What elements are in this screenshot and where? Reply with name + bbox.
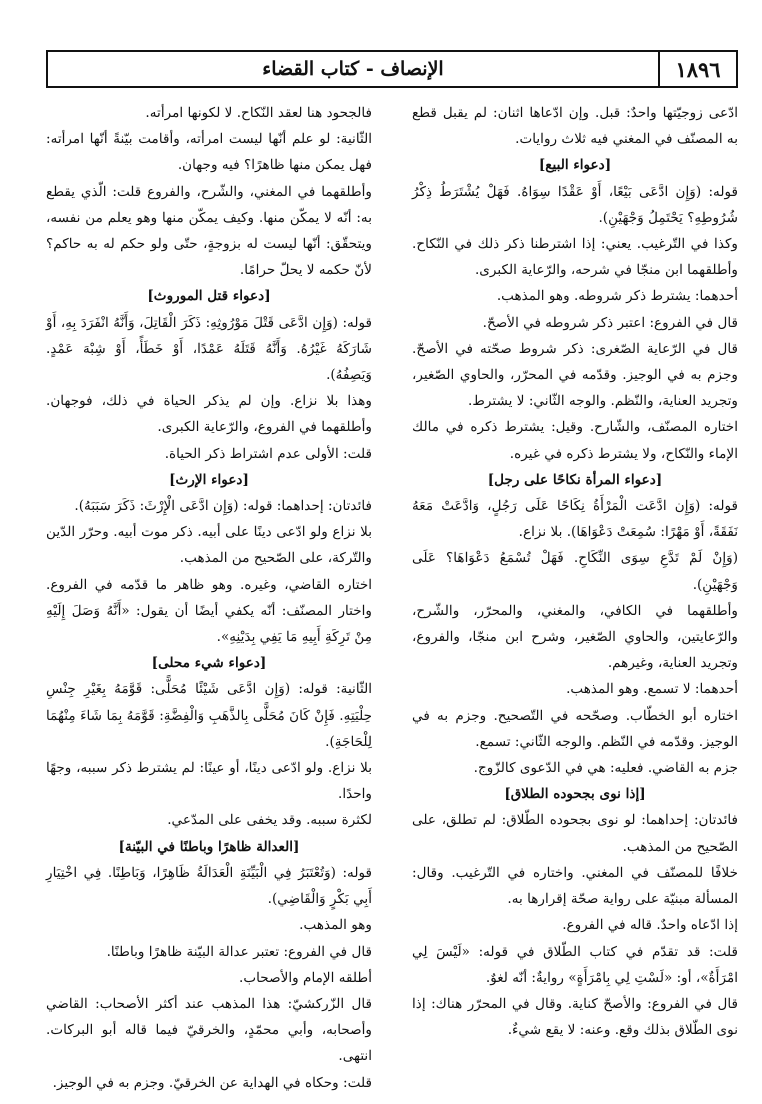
section-heading: [دعواء الإرث] [169,471,249,488]
paragraph: قوله: (وَإِن ادَّعَى قَتْلَ مَوْرُوثِهِ: ذَكَرَ الْقَاتِلَ، وَأَنَّهُ انْفَرَدَ بِهِ، أَوْ شَارَكَهُ غَيْرُهُ. وَأَنَّهُ قَتَلَهُ عَمْدًا، أَوْ خَطَأً، أَوْ شِبْهَ عَمْدٍ. وَيَصِفُهُ). [46,314,372,384]
paragraph: اختاره القاضي، وغيره. وهو ظاهر ما قدّمه في الفروع. واختار المصنّف: أنّه يكفي أيضًا أن يقول: «أَنَّهُ وَصَلَ إِلَيْهِ مِنْ تَرِكَةِ أَبِيهِ مَا يَفِي بِدَيْنِهِ». [46,576,372,646]
right-column [412,100,738,1043]
paragraph: خلافًا للمصنّف في المغني. واختاره في التّرغيب. وقال: المسألة مبنيّة على رواية صحّة إقرارها به. [412,864,738,908]
paragraph: قلت: وحكاه في الهداية عن الخرقيّ. وجزم به في الوجيز. [52,1074,372,1091]
page-number: ١٨٩٦ [658,52,736,86]
paragraph: أحدهما: يشترط ذكر شروطه. وهو المذهب. [496,288,738,305]
paragraph: قوله: (وَإِن ادَّعَت الْمَرْأَةُ نِكَاحًا عَلَى رَجُلٍ، وَادَّعَتْ مَعَهُ نَفَقَةً، أَوْ مَهْرًا: سُمِعَتْ دَعْوَاهَا). بلا نزاع. [412,498,738,541]
page-header [46,50,738,88]
paragraph: قوله: (وَتُعْتَبَرُ فِي الْبَيِّنَةِ الْعَدَالَةُ ظَاهِرًا، وَبَاطِنًا. فِي اخْتِيَارِ أَبِي بَكْرٍ وَالْقَاضِي). [46,864,372,908]
paragraph: الثّانية: قوله: (وَإِن ادَّعَى شَيْئًا مُحَلًّى: قَوَّمَهُ بِغَيْرِ جِنْسِ حِلْيَتِهِ. فَإِنْ كَانَ مُحَلًّى بِالذَّهَبِ وَالْفِضَّةِ: قَوَّمَهُ بِمَا شَاءَ مِنْهُمَا لِلْحَاجَةِ). [46,681,372,750]
paragraph: قال في الرّعاية الصّغرى: ذكر شروط صحّته في الأصحّ. وجزم به في الوجيز. وقدّمه في المحرّر، والحاوي الصّغير، وتجريد العناية، والنّظم. والوجه الثّاني: لا يشترط. [412,340,738,410]
paragraph: إذا ادّعاه واحدٌ. قاله في الفروع. [562,917,738,934]
section-heading: [دعواء شيء محلى] [151,655,267,672]
section-heading: [دعواء المرأة نكاحًا على رجل] [487,471,663,488]
paragraph: اختاره أبو الخطّاب. وصحّحه في التّصحيح. وجزم به في الوجيز. وقدّمه في النّظم. والوجه الثّاني: تسمع. [412,707,738,750]
paragraph: ادّعى زوجيّتها واحدٌ: قبل. وإن ادّعاها اثنان: لم يقبل قطع به المصنّف في المغني فيه ثلاث روايات. [412,105,738,148]
paragraph: وهو المذهب. [299,917,372,934]
paragraph: جزم به القاضي. فعليه: هي في الدّعوى كالزّوج. [473,760,738,777]
paragraph: وكذا في التّرغيب. يعني: إذا اشترطنا ذكر ذلك في النّكاح. وأطلقهما ابن منجّا في شرحه، والرّعاية الكبرى. [412,236,738,279]
paragraph: قال في الفروع: والأصحّ كناية. وقال في المحرّر هناك: إذا نوى الطّلاق بذلك وقع. وعنه: لا يقع شيءٌ. [412,995,738,1039]
section-heading: [العدالة ظاهرًا وباطنًا في البيّنة] [118,838,300,855]
section-heading: [دعواء قتل الموروث] [147,288,271,305]
section-heading: [إذا نوى بجحوده الطلاق] [504,786,646,803]
paragraph: فائدتان: إحداهما: لو نوى بجحوده الطّلاق: لم تطلق، على الصّحيح من المذهب. [412,812,738,855]
paragraph: وأطلقهما في المغني، والشّرح، والفروع قلت: الّذي يقطع به: أنّه لا يمكّن منها. وكيف يمكّن منها وهو يعلم من نفسه، ويتحقّق: أنّها ليست له بزوجةٍ، حتّى ولو حكم له به حاكم؟ لأنّ حكمه لا يحلّ حرامًا. [46,183,372,279]
left-column [46,100,372,1096]
running-title: الإنصاف - كتاب القضاء [262,58,444,80]
paragraph: فالجحود هنا لعقد النّكاح. لا لكونها امرأته. [145,105,372,121]
paragraph: قال الزّركشيّ: هذا المذهب عند أكثر الأصحاب: القاضي وأصحابه، وأبي محمّدٍ، والخرقيّ فيما قاله أبو البركات. انتهى. [46,995,372,1065]
paragraph: وأطلقهما في الكافي، والمغني، والمحرّر، والشّرح، والرّعايتين، والحاوي الصّغير، وشرح ابن منجّا، والفروع، وتجريد العناية، وغيرهم. [412,602,738,672]
paragraph: بلا نزاع. ولو ادّعى دينًا، أو عينًا: لم يشترط ذكر سببه، وجهًا واحدًا. [46,760,372,803]
paragraph: أحدهما: لا تسمع. وهو المذهب. [566,681,738,698]
paragraph: قلت: قد تقدّم في كتاب الطّلاق في قوله: «لَيْسَ لِي امْرَأَةٌ»، أو: «لَسْتِ لِي بِامْرَأَةٍ» روايةٌ: أنّه لغوٌ. [412,943,738,986]
paragraph: وهذا بلا نزاع. وإن لم يذكر الحياة في ذلك، فوجهان. وأطلقهما في الفروع، والرّعاية الكبرى. [46,393,372,436]
section-heading: [دعواء البيع] [538,157,612,174]
paragraph: أطلقه الإمام والأصحاب. [239,969,372,986]
paragraph: اختاره المصنّف، والشّارح. وقيل: يشترط ذكره في مالك الإماء والنّكاح، ولا يشترط ذكره في غيره. [412,419,738,462]
paragraph: قال في الفروع: تعتبر عدالة البيّنة ظاهرًا وباطنًا. [106,943,372,960]
paragraph: قال في الفروع: اعتبر ذكر شروطه في الأصحّ. [482,314,738,331]
paragraph: الثّانية: لو علم أنّها ليست امرأته، وأقامت بيّنةً أنّها امرأته: فهل يمكن منها ظاهرًا؟ فيه وجهان. [46,131,372,174]
paragraph: فائدتان: إحداهما: قوله: (وَإِن ادَّعَى الْإِرْثَ: ذَكَرَ سَبَبَهُ). [74,498,372,515]
paragraph: قلت: الأولى عدم اشتراط ذكر الحياة. [164,445,372,462]
paragraph: قوله: (وَإِن ادَّعَى بَيْعًا، أَوْ عَقْدًا سِوَاهُ. فَهَلْ يُشْتَرَطُ ذِكْرُ شُرُوطِهِ؟ يَحْتَمِلُ وَجْهَيْنِ). [412,183,738,226]
paragraph: بلا نزاع ولو ادّعى دينًا على أبيه. ذكر موت أبيه. وحرّر الدّين والتّركة، على الصّحيح من المذهب. [46,524,372,567]
paragraph: لكثرة سببه. وقد يخفى على المدّعي. [167,812,372,829]
paragraph: (وَإِنْ لَمْ تَدَّعِ سِوَى النِّكَاحِ. فَهَلْ تُسْمَعُ دَعْوَاهَا؟ عَلَى وَجْهَيْنِ). [412,550,738,593]
